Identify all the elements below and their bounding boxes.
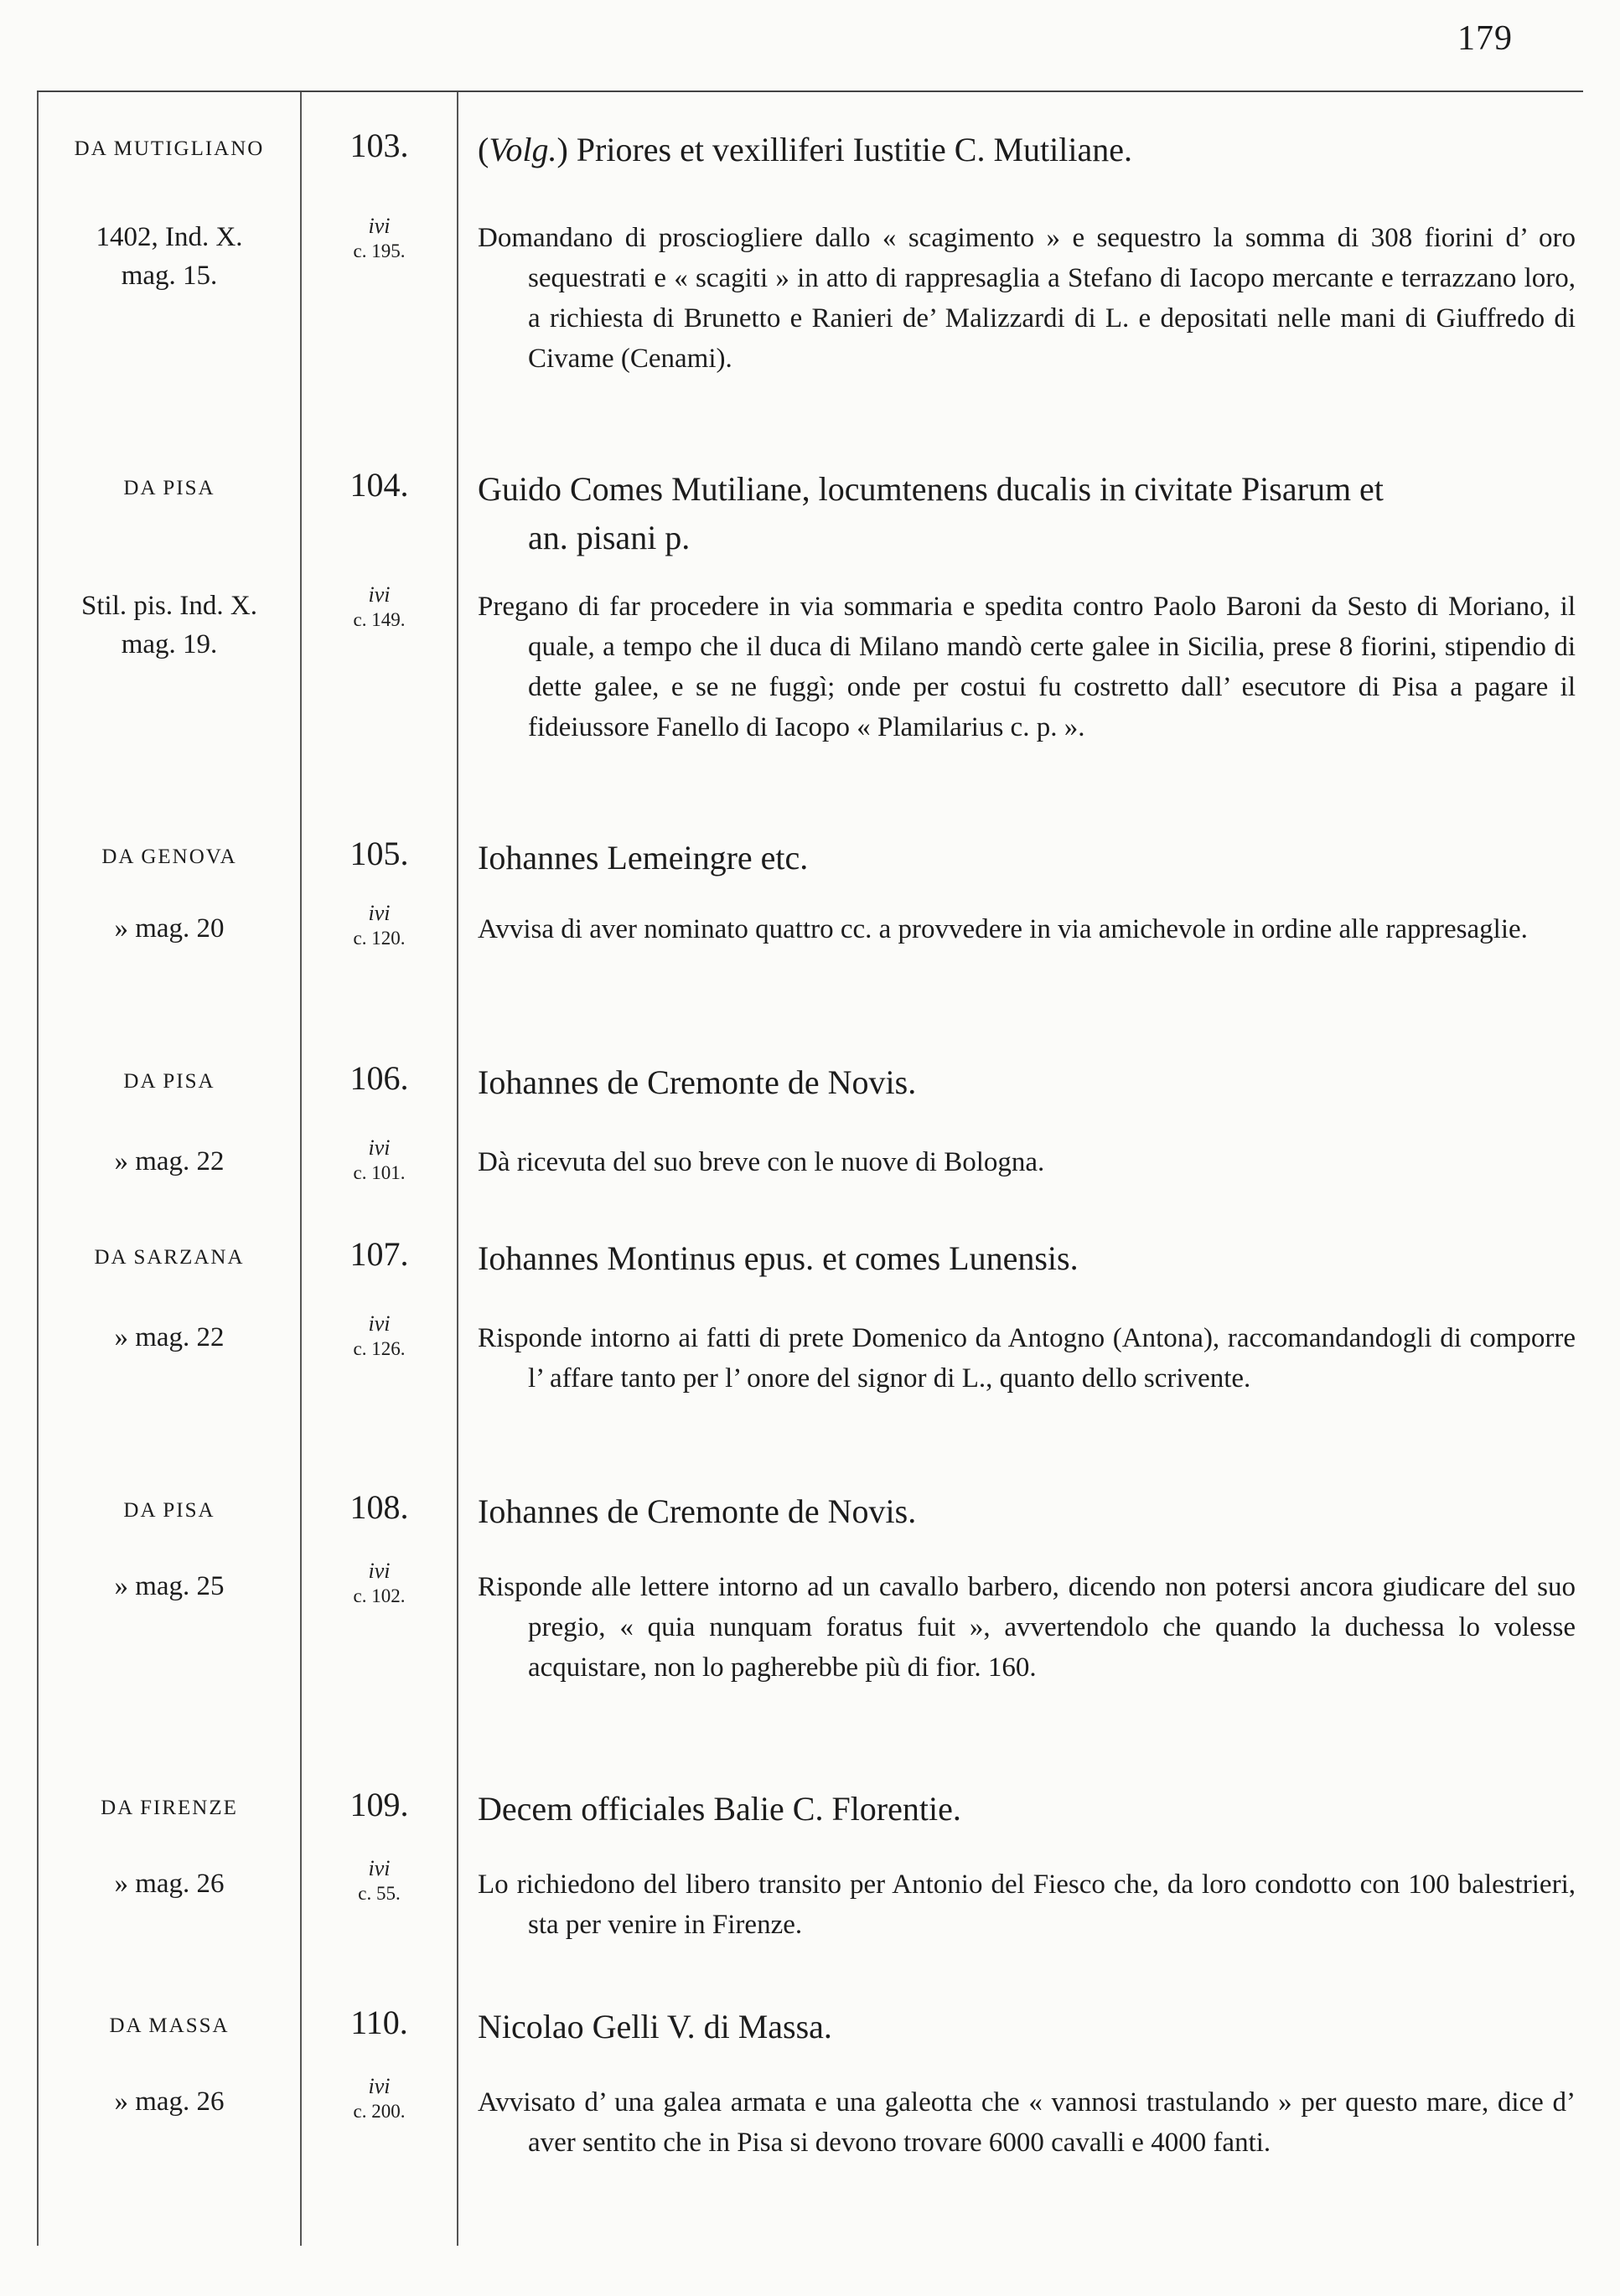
ref-ivi: ivi (368, 901, 391, 925)
entry-summary (478, 909, 1576, 949)
entry-summary (478, 1567, 1576, 1688)
title-paren-open: ( (478, 131, 489, 168)
page-number: 179 (1457, 19, 1513, 58)
ref-ivi: ivi (368, 214, 391, 238)
entry-reference (302, 2074, 457, 2124)
date-line-1: » mag. 26 (114, 1869, 225, 1899)
entry-title: Iohannes Lemeingre etc. (478, 839, 809, 877)
column-divider-2 (457, 92, 458, 2246)
ref-carta: c. 195. (353, 240, 406, 261)
entry-sender: DA PISA (123, 477, 215, 499)
entry-title (478, 465, 1584, 562)
date-line-2: mag. 15. (121, 261, 218, 291)
entry-summary (478, 2082, 1576, 2163)
entry-reference (302, 1135, 457, 1186)
entry-date (52, 1567, 287, 1606)
ref-ivi: ivi (368, 582, 391, 607)
date-line-1: » mag. 26 (114, 2087, 225, 2117)
summary-text: Pregano di far procedere in via sommaria e spedita contro Paolo Baroni da Sesto di Moriano, il quale, a tempo che il duca di Milano mandò certe galee in Sicilia, prese 8 fiorini, stipendio di dette galee, e se ne fuggì; onde per costui fu costretto dall’ esecutore di Pisa a pagare il fideiussore Fanello di Iacopo « Plamilarius c. p. ». (478, 592, 1576, 742)
ref-carta: c. 200. (353, 2101, 406, 2122)
summary-text: Dà ricevuta del suo breve con le nuove di Bologna. (478, 1147, 1045, 1177)
summary-text: Risponde alle lettere intorno ad un cavallo barbero, dicendo non potersi ancora giudicare del suo pregio, « quia nunquam foratus fuit », avvertendolo che quando la duchessa lo volesse acquistare, non lo pagherebbe più di fior. 160. (478, 1572, 1576, 1683)
entry-date (52, 1864, 287, 1903)
entry-title: Iohannes Montinus epus. et comes Lunensis. (478, 1239, 1079, 1277)
date-line-1: 1402, Ind. X. (96, 222, 243, 252)
entry-summary (478, 1142, 1576, 1182)
date-line-1: » mag. 25 (114, 1571, 225, 1601)
entry-sender: DA MUTIGLIANO (74, 137, 265, 160)
entry-sender: DA PISA (123, 1499, 215, 1522)
left-border-line (37, 92, 39, 2246)
entry-reference (302, 214, 457, 264)
entry-reference (302, 901, 457, 951)
entry-reference (302, 1856, 457, 1906)
entry-sender: DA GENOVA (101, 845, 237, 868)
entry-title: Iohannes de Cremonte de Novis. (478, 1063, 917, 1101)
entry-sender: DA MASSA (109, 2014, 230, 2037)
summary-text: Domandano di prosciogliere dallo « scagimento » e sequestro la somma di 308 fiorini d’ oro sequestrati e « scagiti » in atto di rappresaglia a Stefano di Iacopo mercante e terrazzano loro, a richiesta di Brunetto e Ranieri de’ Malizzardi di L. e depositati nelle mani di Giuffredo di Civame (Cenami). (478, 223, 1576, 374)
date-line-1: » mag. 22 (114, 1322, 225, 1352)
entry-reference (302, 582, 457, 633)
entry-title (478, 126, 1584, 174)
entry-number: 109. (349, 1786, 409, 1823)
entry-summary (478, 587, 1576, 747)
entry-sender: DA SARZANA (94, 1246, 245, 1269)
summary-text: Avvisa di aver nominato quattro cc. a provvedere in via amichevole in ordine alle rappresaglie. (478, 914, 1528, 944)
date-line-1: Stil. pis. Ind. X. (81, 591, 257, 621)
ref-ivi: ivi (368, 1135, 391, 1160)
entry-number: 106. (349, 1059, 409, 1097)
ref-ivi: ivi (368, 2074, 391, 2098)
summary-text: Risponde intorno ai fatti di prete Domenico da Antogno (Antona), raccomandandogli di comporre l’ affare tanto per l’ onore del signor di L., quanto dello scrivente. (478, 1323, 1576, 1394)
ref-ivi: ivi (368, 1856, 391, 1880)
entry-reference (302, 1311, 457, 1362)
date-line-1: » mag. 22 (114, 1146, 225, 1176)
ref-carta: c. 101. (353, 1162, 406, 1183)
entry-number: 110. (350, 2004, 408, 2041)
entry-number: 103. (349, 127, 409, 164)
title-rest: ) Priores et vexilliferi Iustitie C. Mutiliane. (556, 131, 1132, 168)
ref-carta: c. 102. (353, 1585, 406, 1606)
date-line-1: » mag. 20 (114, 913, 225, 944)
ref-carta: c. 120. (353, 928, 406, 949)
summary-text: Lo richiedono del libero transito per Antonio del Fiesco che, da loro condotto con 100 balestrieri, sta per venire in Firenze. (478, 1869, 1576, 1940)
top-rule (37, 90, 1583, 92)
entry-reference (302, 1559, 457, 1609)
entry-number: 105. (349, 835, 409, 872)
entry-date (52, 1142, 287, 1181)
entry-summary (478, 1864, 1576, 1945)
entry-summary (478, 1318, 1576, 1399)
entry-title: Decem officiales Balie C. Florentie. (478, 1790, 961, 1828)
entry-number: 108. (349, 1488, 409, 1526)
summary-text: Avvisato d’ una galea armata e una galeotta che « vannosi trastulando » per questo mare, dice d’ aver sentito che in Pisa si devono trovare 6000 cavalli e 4000 fanti. (478, 2087, 1576, 2158)
title-italic: Volg. (489, 131, 557, 168)
ref-carta: c. 126. (353, 1338, 406, 1359)
ref-ivi: ivi (368, 1559, 391, 1583)
entry-title: Nicolao Gelli V. di Massa. (478, 2008, 832, 2045)
entry-number: 107. (349, 1235, 409, 1273)
entry-number: 104. (349, 466, 409, 504)
entry-sender: DA PISA (123, 1070, 215, 1093)
entry-title: Iohannes de Cremonte de Novis. (478, 1492, 917, 1530)
title-line-2: an. pisani p. (528, 519, 691, 556)
ref-carta: c. 149. (353, 609, 406, 630)
ref-ivi: ivi (368, 1311, 391, 1336)
entry-date (52, 2082, 287, 2121)
ref-carta: c. 55. (358, 1883, 401, 1904)
entry-summary (478, 218, 1576, 379)
title-line-1: Guido Comes Mutiliane, locumtenens ducalis in civitate Pisarum et (478, 470, 1384, 508)
entry-date (52, 218, 287, 295)
entry-date (52, 587, 287, 664)
entry-date (52, 1318, 287, 1357)
entry-sender: DA FIRENZE (101, 1797, 238, 1819)
entry-date (52, 909, 287, 948)
date-line-2: mag. 19. (121, 629, 218, 659)
